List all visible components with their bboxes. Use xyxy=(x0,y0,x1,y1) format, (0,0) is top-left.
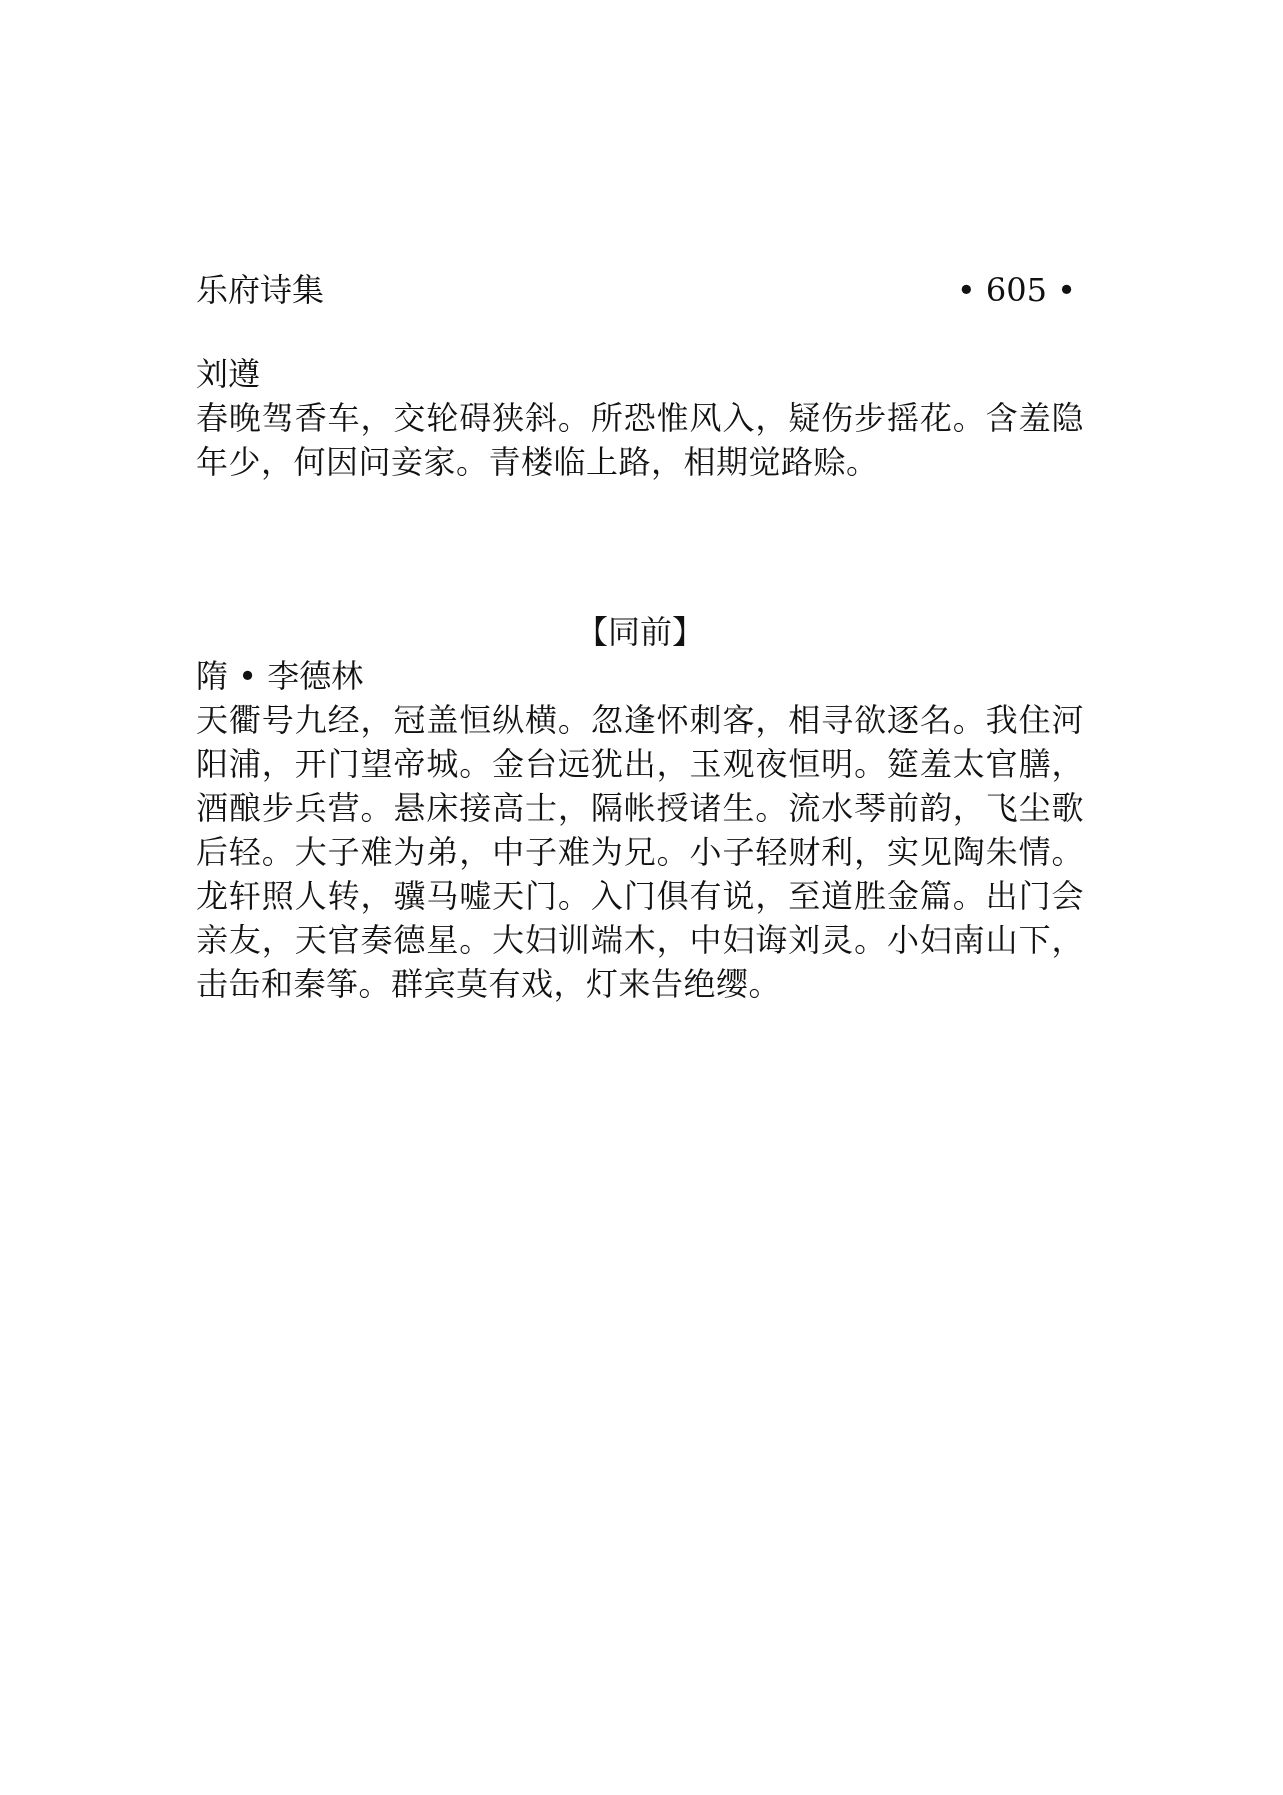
page-number: • 605 • xyxy=(956,271,1076,309)
poem-text: 天衢号九经，冠盖恒纵横。忽逢怀刺客，相寻欲逐名。我住河阳浦，开门望帝城。金台远犹出，玉观夜恒明。筵羞太官膳，酒酿步兵营。悬床接高士，隔帐授诸生。流水琴前韵，飞尘歌后轻。大子难为弟，中子难为兄。小子轻财利，实见陶朱情。龙轩照人转，骥马嘘天门。入门俱有说，至道胜金篇。出门会亲友，天官奏德星。大妇训端木，中妇诲刘灵。小妇南山下，击缶和秦筝。群宾莫有戏，灯来告绝缨。 xyxy=(196,701,1084,1003)
poem-text: 春晚驾香车，交轮碍狭斜。所恐惟风入，疑伤步摇花。含羞隐年少，何因问妾家。青楼临上路，相期觉路赊。 xyxy=(196,399,1084,481)
book-title: 乐府诗集 xyxy=(196,271,325,309)
running-header xyxy=(196,268,1084,312)
poem-title: 【同前】 xyxy=(575,613,704,651)
poem-author: 刘遵 xyxy=(196,355,261,393)
document-page xyxy=(196,0,1084,1795)
poem-author: 隋 • 李德林 xyxy=(196,657,364,695)
poem-block xyxy=(196,610,1084,1006)
poem-block xyxy=(196,352,1084,484)
